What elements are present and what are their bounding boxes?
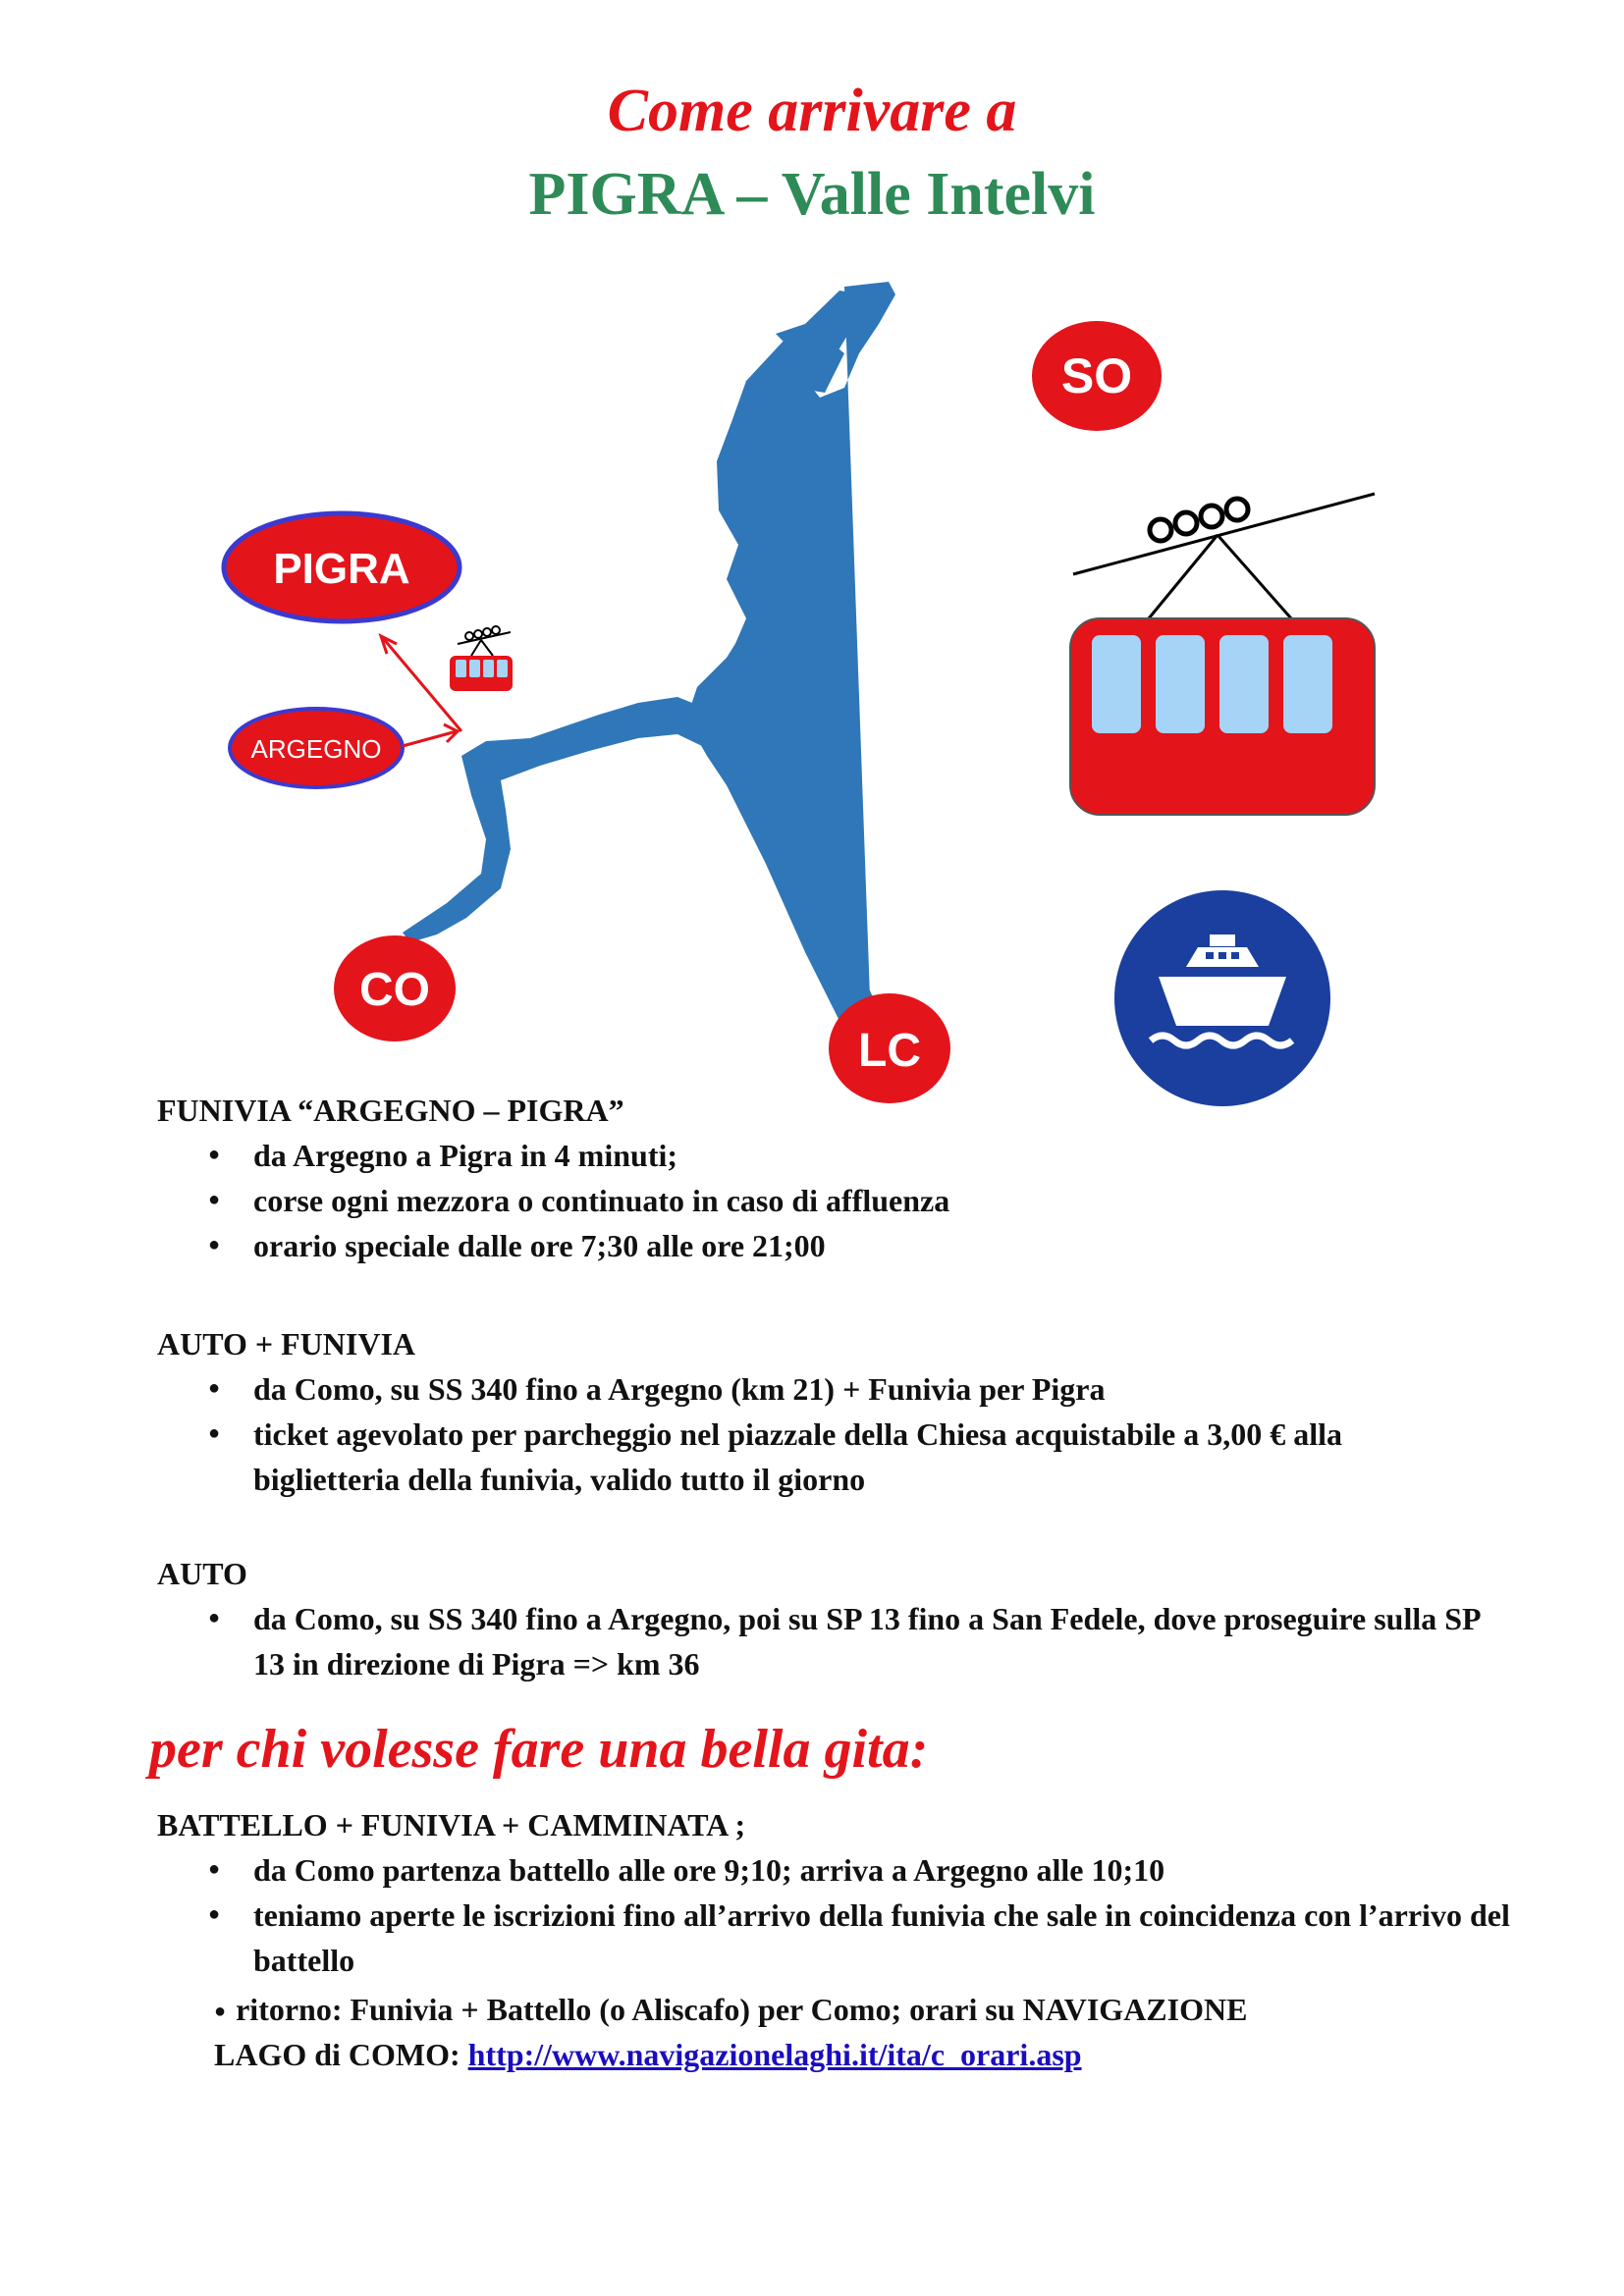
return-line: [214, 1987, 1247, 2037]
list-item: ● da Como, su SS 340 fino a Argegno (km 21) + Funivia per Pigra: [253, 1366, 1453, 1412]
section-title: AUTO: [157, 1556, 247, 1591]
lago-line: [214, 2032, 1082, 2077]
co-label: CO: [359, 964, 430, 1016]
section-auto: [157, 1551, 1532, 1686]
section-gita: [157, 1802, 1532, 1983]
timetable-link[interactable]: http://www.navigazionelaghi.it/ita/c_orari.asp: [467, 2037, 1082, 2072]
lc-label: LC: [858, 1025, 921, 1077]
section-title: AUTO + FUNIVIA: [157, 1326, 415, 1362]
lake-como-map: [0, 265, 1624, 1129]
argegno-oval: [230, 709, 403, 787]
list-item: ● ticket agevolato per parcheggio nel piazzale della Chiesa acquistabile a 3,00 € alla biglietteria della funivia, valido tutto il giorno: [253, 1412, 1453, 1502]
list-item: ● da Como partenza battello alle ore 9;10; arriva a Argegno alle 10;10: [253, 1847, 1532, 1893]
return-text: ritorno: Funivia + Battello (o Aliscafo) per Como; orari su NAVIGAZIONE: [236, 1992, 1248, 2027]
small-cable-car-icon: [450, 626, 513, 691]
co-sign: [334, 935, 456, 1041]
list-item: ● da Como, su SS 340 fino a Argegno, poi su SP 13 fino a San Fedele, dove proseguire sulla SP 13 in direzione di Pigra => km 36: [253, 1596, 1492, 1686]
section-funivia: [157, 1088, 1532, 1268]
section-auto-funivia: [157, 1321, 1532, 1502]
bullet-icon: ●: [214, 2001, 227, 2022]
list-item: ● corse ogni mezzora o continuato in caso di affluenza: [253, 1178, 1532, 1223]
title-line-2: PIGRA – Valle Intelvi: [528, 161, 1096, 228]
lago-label: LAGO di COMO:: [214, 2037, 468, 2072]
so-sign: [1032, 321, 1162, 431]
so-label: SO: [1060, 348, 1133, 403]
section-title: BATTELLO + FUNIVIA + CAMMINATA ;: [157, 1807, 746, 1842]
gita-heading: per chi volesse fare una bella gita:: [149, 1719, 929, 1780]
section-title: FUNIVIA “ARGEGNO – PIGRA”: [157, 1093, 624, 1128]
title-line-1: Come arrivare a: [607, 78, 1017, 144]
list-item: ● da Argegno a Pigra in 4 minuti;: [253, 1133, 1532, 1178]
list-item: ● teniamo aperte le iscrizioni fino all’arrivo della funivia che sale in coincidenza con l’arrivo del battello: [253, 1893, 1532, 1983]
pigra-oval: [224, 513, 460, 621]
boat-icon: [1114, 890, 1330, 1106]
pigra-label: PIGRA: [273, 545, 410, 593]
list-item: ● orario speciale dalle ore 7;30 alle ore 21;00: [253, 1223, 1532, 1268]
argegno-label: ARGEGNO: [250, 734, 382, 764]
cable-car-icon: [1070, 494, 1375, 815]
